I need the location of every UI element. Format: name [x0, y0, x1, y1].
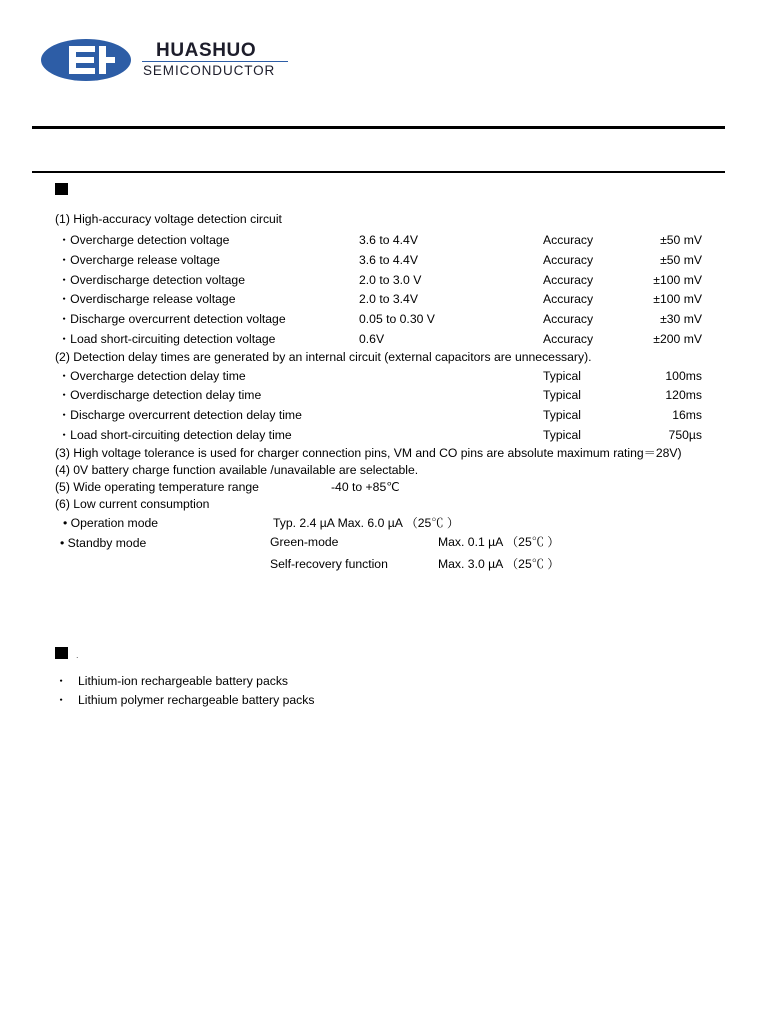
feature-5-label: (5) Wide operating temperature range	[55, 480, 259, 494]
voltage-row-range: 0.6V	[359, 332, 385, 346]
standby-submode-name: Self-recovery function	[270, 557, 388, 571]
voltage-row-value: ±50 mV	[660, 233, 702, 247]
voltage-row-label: Accuracy	[543, 332, 594, 346]
header-rule	[32, 126, 725, 129]
delay-row-name: ・Load short-circuiting detection delay time	[58, 428, 292, 442]
applications-section-marker	[55, 647, 68, 659]
voltage-row-value: ±100 mV	[653, 273, 702, 287]
delay-row-name: ・Overcharge detection delay time	[58, 369, 246, 383]
feature-3-text: (3) High voltage tolerance is used for charger connection pins, VM and CO pins are absolute maximum rating＝28V)	[55, 446, 682, 460]
feature-6-heading: (6) Low current consumption	[55, 497, 210, 511]
operation-mode-current: Typ. 2.4 µA Max. 6.0 µA （25℃ ）	[273, 516, 460, 530]
voltage-row-name: ・Load short-circuiting detection voltage	[58, 332, 276, 346]
delay-row-label: Typical	[543, 369, 581, 383]
voltage-row-value: ±100 mV	[653, 292, 702, 306]
voltage-row-range: 2.0 to 3.4V	[359, 292, 418, 306]
delay-row-label: Typical	[543, 428, 581, 442]
voltage-row-name: ・Overcharge detection voltage	[58, 233, 230, 247]
voltage-row-value: ±50 mV	[660, 253, 702, 267]
company-logo	[40, 37, 134, 86]
standby-submode-name: Green-mode	[270, 535, 339, 549]
section-rule	[32, 171, 725, 173]
standby-submode-current: Max. 3.0 µA （25℃ ）	[438, 557, 560, 571]
features-section-marker	[55, 183, 68, 195]
voltage-row-name: ・Overdischarge release voltage	[58, 292, 236, 306]
application-bullet: ・	[55, 674, 68, 688]
application-item: Lithium-ion rechargeable battery packs	[78, 674, 289, 688]
voltage-row-range: 3.6 to 4.4V	[359, 233, 418, 247]
delay-row-name: ・Discharge overcurrent detection delay time	[58, 408, 302, 422]
voltage-row-name: ・Overdischarge detection voltage	[58, 273, 245, 287]
voltage-row-name: ・Discharge overcurrent detection voltage	[58, 312, 286, 326]
voltage-row-label: Accuracy	[543, 273, 594, 287]
operation-mode-label: • Operation mode	[63, 516, 159, 530]
brand-underline	[142, 61, 288, 62]
voltage-row-range: 3.6 to 4.4V	[359, 253, 418, 267]
delay-row-value: 750µs	[668, 428, 702, 442]
feature-2-heading: (2) Detection delay times are generated by an internal circuit (external capacitors are unnecessary).	[55, 350, 592, 364]
standby-mode-label: • Standby mode	[60, 536, 147, 550]
voltage-row-range: 2.0 to 3.0 V	[359, 273, 422, 287]
voltage-row-label: Accuracy	[543, 292, 594, 306]
delay-row-value: 100ms	[665, 369, 702, 383]
temperature-range-value: -40 to +85℃	[331, 480, 400, 494]
brand-name: HUASHUO	[156, 40, 257, 61]
delay-row-value: 120ms	[665, 388, 702, 402]
delay-row-label: Typical	[543, 388, 581, 402]
voltage-row-range: 0.05 to 0.30 V	[359, 312, 435, 326]
delay-row-label: Typical	[543, 408, 581, 422]
voltage-row-label: Accuracy	[543, 312, 594, 326]
application-bullet: ・	[55, 693, 68, 707]
voltage-row-label: Accuracy	[543, 253, 594, 267]
delay-row-value: 16ms	[672, 408, 702, 422]
delay-row-name: ・Overdischarge detection delay time	[58, 388, 262, 402]
voltage-row-value: ±30 mV	[660, 312, 702, 326]
standby-submode-current: Max. 0.1 µA （25℃ ）	[438, 535, 560, 549]
feature-1-heading: (1) High-accuracy voltage detection circuit	[55, 212, 282, 226]
feature-4-text: (4) 0V battery charge function available /unavailable are selectable.	[55, 463, 419, 477]
voltage-row-value: ±200 mV	[653, 332, 702, 346]
voltage-row-name: ・Overcharge release voltage	[58, 253, 220, 267]
voltage-row-label: Accuracy	[543, 233, 594, 247]
applications-marker-dot: .	[76, 650, 79, 660]
brand-subtitle: SEMICONDUCTOR	[143, 63, 276, 78]
application-item: Lithium polymer rechargeable battery packs	[78, 693, 315, 707]
